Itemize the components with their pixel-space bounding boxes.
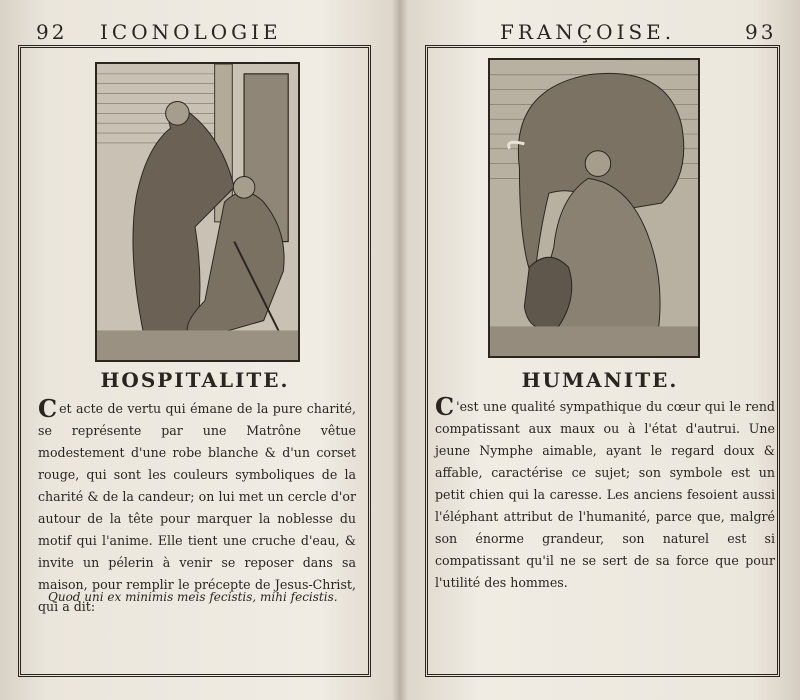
body-paragraph-left: et acte de vertu qui émane de la pure charité, se représente par une Matrône vêtue modestement d'une robe blanche & d'un corset rouge, qui sont les couleurs symboliques de la charité & de la candeur; on lui met un cercle d'or autour de la tête pour marquer la noblesse du motif qui l'anime. Elle tient une cruche d'eau, & invite un pélerin à venir se reposer dans sa maison, pour remplir le précepte de Jesus-Christ, qui a dit: (38, 401, 356, 614)
engraving-hospitalite (95, 62, 300, 362)
dropcap-left: C (38, 394, 58, 423)
engraving-hospitalite-illustration (97, 64, 298, 360)
body-text-right (435, 392, 775, 594)
engraving-humanite (488, 58, 700, 358)
body-paragraph-right: 'est une qualité sympathique du cœur qui le rend compatissant aux maux ou à l'état d'autrui. Une jeune Nymphe aimable, ayant le regard doux & affable, caractérise ce sujet; son symbole est un petit chien qui la caresse. Les anciens fesoient aussi l'éléphant attribut de l'humanité, parce que, malgré son énorme grandeur, son naturel est si compatissant qu'il ne se sert de sa force que pour l'utilité des hommes. (435, 399, 775, 590)
page-number-right: 93 (745, 20, 777, 44)
body-text-left (38, 394, 356, 618)
latin-quote: Quod uni ex minimis meis fecistis, mihi fecistis. (48, 590, 338, 604)
engraving-humanite-illustration (490, 60, 698, 356)
page-number-left: 92 (36, 20, 68, 44)
running-header-left: ICONOLOGIE (100, 20, 282, 44)
right-page (405, 0, 800, 700)
caption-hospitalite: HOSPITALITE. (100, 368, 290, 392)
dropcap-right: C (435, 392, 455, 421)
caption-humanite: HUMANITE. (521, 368, 679, 392)
left-page (0, 0, 395, 700)
running-header-right: FRANÇOISE. (500, 20, 676, 44)
